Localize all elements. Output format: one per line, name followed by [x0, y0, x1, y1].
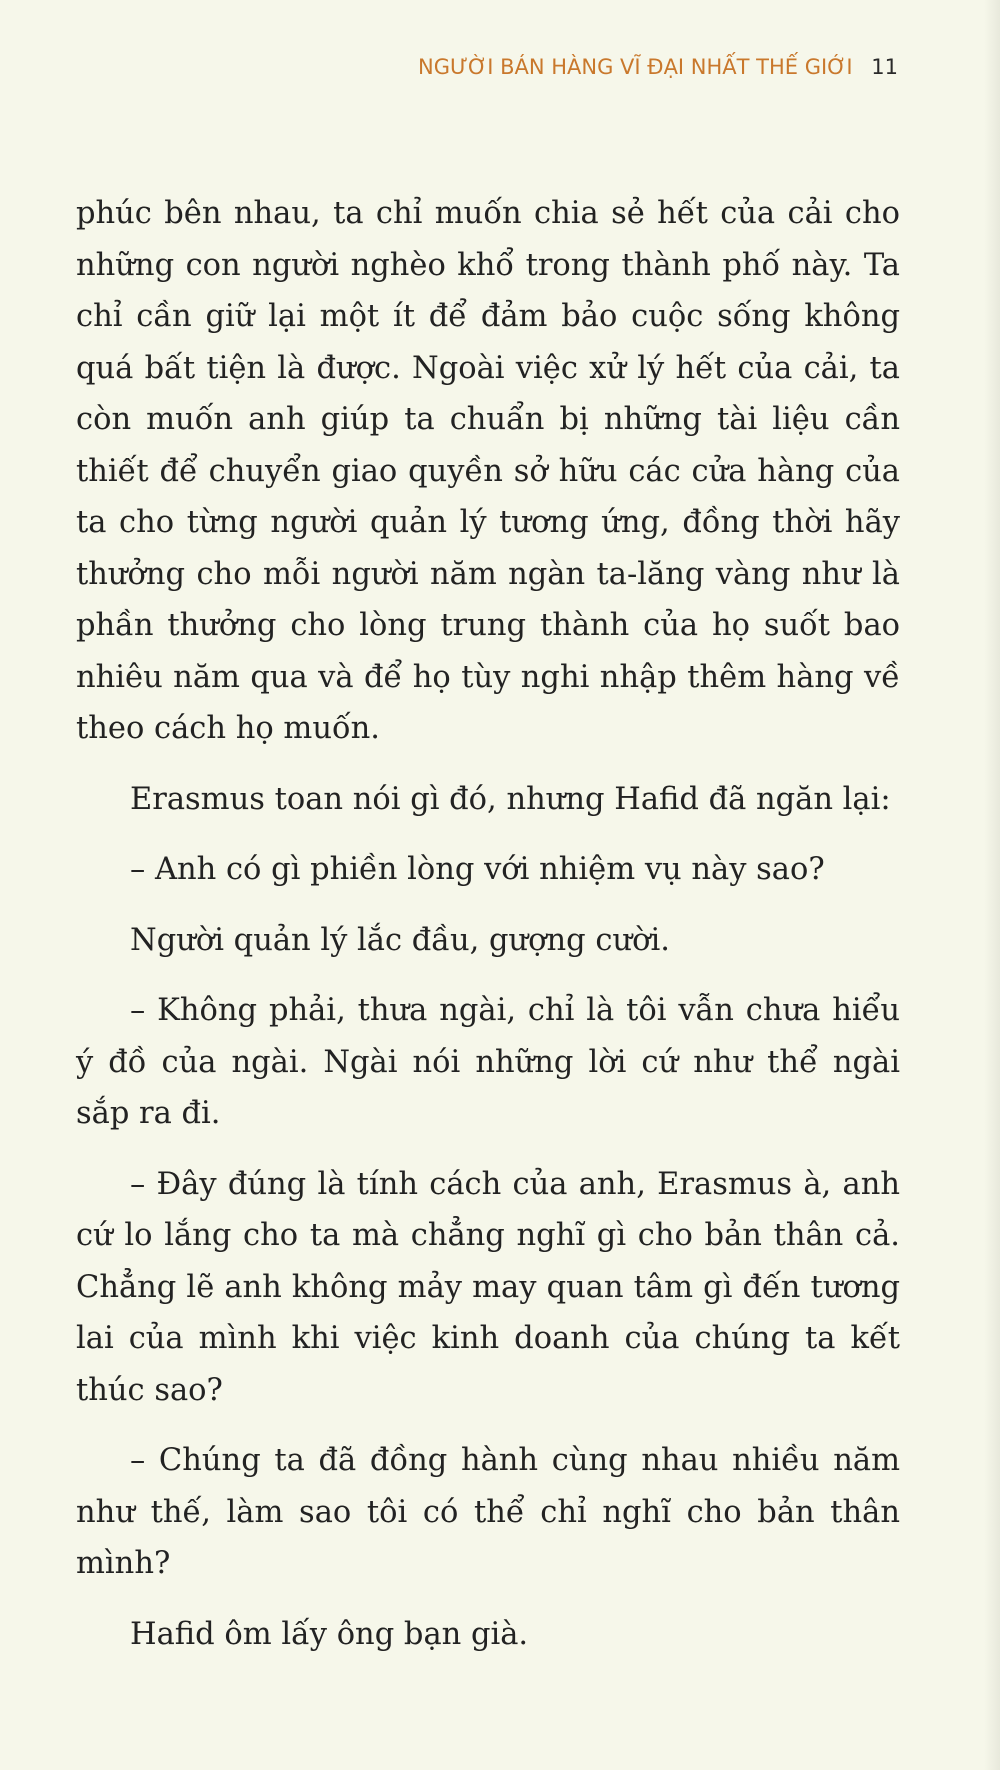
body-text	[76, 188, 900, 1679]
dialogue-line: – Không phải, thưa ngài, chỉ là tôi vẫn chưa hiểu ý đồ của ngài. Ngài nói những lời cứ như thể ngài sắp ra đi.	[76, 993, 900, 1131]
book-title: NGƯỜI BÁN HÀNG VĨ ĐẠI NHẤT THẾ GIỚI	[418, 55, 853, 79]
dialogue-line: – Đây đúng là tính cách của anh, Erasmus à, anh cứ lo lắng cho ta mà chẳng nghĩ gì cho bản thân cả. Chẳng lẽ anh không mảy may quan tâm gì đến tương lai của mình khi việc kinh doanh của chúng ta kết thúc sao?	[76, 1166, 900, 1408]
page-edge-shadow	[984, 0, 1000, 1770]
paragraph: Hafid ôm lấy ông bạn già.	[130, 1616, 529, 1652]
running-header	[418, 55, 898, 79]
dialogue-line: – Anh có gì phiền lòng với nhiệm vụ này sao?	[130, 852, 825, 887]
paragraph-continued: phúc bên nhau, ta chỉ muốn chia sẻ hết của cải cho những con người nghèo khổ trong thành phố này. Ta chỉ cần giữ lại một ít để đảm bảo cuộc sống không quá bất tiện là được. Ngoài việc xử lý hết của cải, ta còn muốn anh giúp ta chuẩn bị những tài liệu cần thiết để chuyển giao quyền sở hữu các cửa hàng của ta cho từng người quản lý tương ứng, đồng thời hãy thưởng cho mỗi người năm ngàn ta-lăng vàng như là phần thưởng cho lòng trung thành của họ suốt bao nhiêu năm qua và để họ tùy nghi nhập thêm hàng về theo cách họ muốn.	[76, 196, 900, 746]
paragraph: Erasmus toan nói gì đó, nhưng Hafid đã ngăn lại:	[130, 781, 891, 817]
page-number: 11	[871, 55, 898, 79]
dialogue-line: – Chúng ta đã đồng hành cùng nhau nhiều năm như thế, làm sao tôi có thể chỉ nghĩ cho bản thân mình?	[76, 1443, 900, 1581]
paragraph: Người quản lý lắc đầu, gượng cười.	[130, 922, 670, 958]
